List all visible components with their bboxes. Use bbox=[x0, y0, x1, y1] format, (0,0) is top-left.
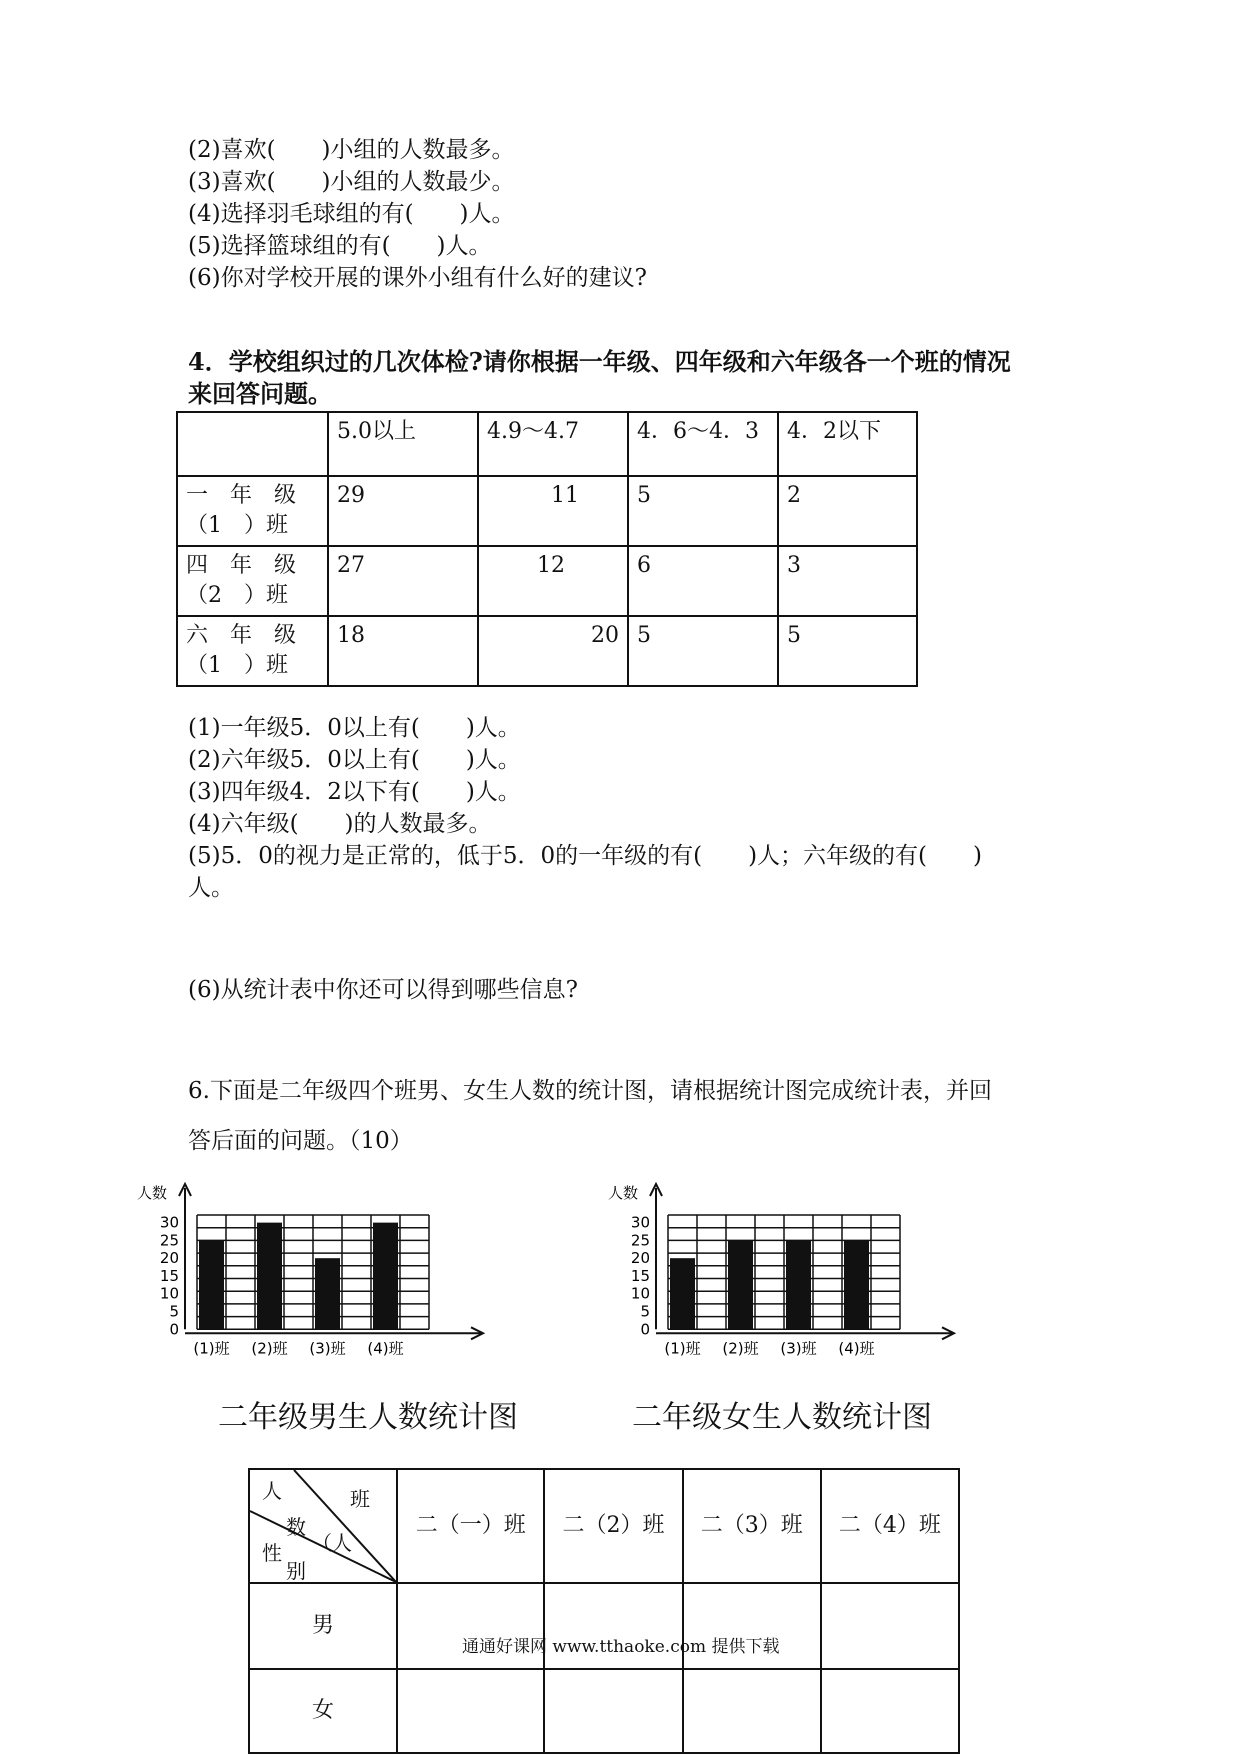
y-tick-label: 15 bbox=[630, 1266, 650, 1285]
corner-label-xing: 性 bbox=[262, 1541, 282, 1565]
stats-cell[interactable] bbox=[821, 1583, 959, 1669]
bar bbox=[315, 1258, 340, 1329]
vision-header-col4: 4．2以下 bbox=[778, 412, 917, 476]
q3-item-3: (3)喜欢( )小组的人数最少。 bbox=[188, 169, 515, 195]
stats-row-label-boys: 男 bbox=[249, 1583, 397, 1669]
vision-row-label bbox=[177, 476, 328, 546]
stats-cell[interactable] bbox=[397, 1669, 544, 1753]
x-tick-label: (2)班 bbox=[251, 1339, 288, 1358]
vision-row-label bbox=[177, 546, 328, 616]
bar bbox=[373, 1223, 398, 1330]
vision-row-label bbox=[177, 616, 328, 686]
vision-cell: 3 bbox=[778, 546, 917, 616]
stats-col-class2: 二（2）班 bbox=[544, 1469, 682, 1583]
bar bbox=[728, 1240, 753, 1329]
y-axis-label: 人数 bbox=[137, 1184, 168, 1202]
stats-row-label-girls: 女 bbox=[249, 1669, 397, 1753]
vision-cell: 12 bbox=[478, 546, 628, 616]
y-tick-label: 20 bbox=[159, 1249, 179, 1268]
row-label-line2: （1 ）班 bbox=[186, 513, 288, 538]
row-label-line1: 六 年 级 bbox=[186, 623, 297, 648]
stats-col-class4: 二（4）班 bbox=[821, 1469, 959, 1583]
vision-cell: 27 bbox=[328, 546, 478, 616]
y-tick-label: 25 bbox=[159, 1231, 179, 1250]
stats-table bbox=[248, 1468, 960, 1754]
vision-header-empty bbox=[177, 412, 328, 476]
q4-item-5: (5)5．0的视力是正常的，低于5．0的一年级的有( )人；六年级的有( ) bbox=[188, 843, 983, 869]
y-tick-label: 10 bbox=[630, 1284, 650, 1303]
vision-cell: 2 bbox=[778, 476, 917, 546]
stats-cell[interactable] bbox=[544, 1669, 682, 1753]
x-tick-label: (4)班 bbox=[838, 1339, 875, 1358]
q6-line2: 答后面的问题。（10） bbox=[188, 1128, 413, 1154]
q3-item-6: (6)你对学校开展的课外小组有什么好的建议? bbox=[188, 265, 647, 291]
row-label-line1: 四 年 级 bbox=[186, 553, 297, 578]
y-tick-label: 5 bbox=[640, 1302, 650, 1321]
q4-item-1: (1)一年级5．0以上有( )人。 bbox=[188, 715, 521, 741]
vision-table bbox=[176, 411, 918, 687]
x-tick-label: (3)班 bbox=[309, 1339, 346, 1358]
q4-heading-line1: 4．学校组织过的几次体检?请你根据一年级、四年级和六年级各一个班的情况 bbox=[188, 347, 1011, 376]
bar bbox=[257, 1223, 282, 1330]
x-tick-label: (2)班 bbox=[722, 1339, 759, 1358]
row-label-line2: （1 ）班 bbox=[186, 653, 288, 678]
corner-label-unit: （人 bbox=[312, 1531, 352, 1555]
y-tick-label: 5 bbox=[169, 1302, 179, 1321]
q4-item-5-cont: 人。 bbox=[188, 875, 234, 901]
vision-header-col3: 4．6～4．3 bbox=[628, 412, 778, 476]
y-axis-label: 人数 bbox=[608, 1184, 639, 1202]
bar bbox=[670, 1258, 695, 1329]
boys-chart-title: 二年级男生人数统计图 bbox=[218, 1400, 518, 1435]
vision-cell: 5 bbox=[778, 616, 917, 686]
stats-cell[interactable] bbox=[683, 1669, 821, 1753]
y-tick-label: 10 bbox=[159, 1284, 179, 1303]
watermark: 通通好课网 www.tthaoke.com 提供下载 bbox=[462, 1637, 780, 1657]
y-tick-label: 0 bbox=[640, 1320, 650, 1339]
vision-cell: 11 bbox=[478, 476, 628, 546]
stats-header-row bbox=[249, 1469, 959, 1583]
bar bbox=[199, 1240, 224, 1329]
y-tick-label: 30 bbox=[630, 1213, 650, 1232]
vision-cell: 6 bbox=[628, 546, 778, 616]
bar bbox=[844, 1240, 869, 1329]
vision-cell: 29 bbox=[328, 476, 478, 546]
y-tick-label: 30 bbox=[159, 1213, 179, 1232]
vision-cell: 5 bbox=[628, 476, 778, 546]
stats-corner-cell bbox=[249, 1469, 397, 1583]
row-label-line2: （2 ）班 bbox=[186, 583, 288, 608]
vision-cell: 20 bbox=[478, 616, 628, 686]
stats-row-girls bbox=[249, 1669, 959, 1753]
q4-item-2: (2)六年级5．0以上有( )人。 bbox=[188, 747, 521, 773]
vision-cell: 18 bbox=[328, 616, 478, 686]
row-label-line1: 一 年 级 bbox=[186, 483, 297, 508]
x-tick-label: (1)班 bbox=[193, 1339, 230, 1358]
y-tick-label: 20 bbox=[630, 1249, 650, 1268]
q4-item-3: (3)四年级4．2以下有( )人。 bbox=[188, 779, 521, 805]
x-tick-label: (1)班 bbox=[664, 1339, 701, 1358]
girls-bar-chart bbox=[601, 1180, 981, 1370]
vision-row-grade4 bbox=[177, 546, 917, 616]
x-tick-label: (3)班 bbox=[780, 1339, 817, 1358]
vision-cell: 5 bbox=[628, 616, 778, 686]
vision-header-col1: 5.0以上 bbox=[328, 412, 478, 476]
y-tick-label: 0 bbox=[169, 1320, 179, 1339]
q4-heading-line2: 来回答问题。 bbox=[188, 379, 332, 408]
boys-bar-chart bbox=[130, 1180, 510, 1370]
girls-chart-title: 二年级女生人数统计图 bbox=[632, 1400, 932, 1435]
stats-col-class1: 二（一）班 bbox=[397, 1469, 544, 1583]
stats-cell[interactable] bbox=[821, 1669, 959, 1753]
corner-label-ban: 班 bbox=[350, 1487, 370, 1511]
q4-item-4: (4)六年级( )的人数最多。 bbox=[188, 811, 492, 837]
y-tick-label: 15 bbox=[159, 1266, 179, 1285]
corner-label-ren: 人 bbox=[262, 1479, 282, 1503]
x-tick-label: (4)班 bbox=[367, 1339, 404, 1358]
q4-item-6: (6)从统计表中你还可以得到哪些信息? bbox=[188, 977, 578, 1003]
vision-table-header bbox=[177, 412, 917, 476]
q6-line1: 6.下面是二年级四个班男、女生人数的统计图，请根据统计图完成统计表，并回 bbox=[188, 1078, 992, 1104]
corner-label-shu: 数 bbox=[286, 1515, 306, 1539]
vision-header-col2: 4.9～4.7 bbox=[478, 412, 628, 476]
q3-item-5: (5)选择篮球组的有( )人。 bbox=[188, 233, 492, 259]
vision-row-grade6 bbox=[177, 616, 917, 686]
stats-col-class3: 二（3）班 bbox=[683, 1469, 821, 1583]
bar bbox=[786, 1240, 811, 1329]
q3-item-4: (4)选择羽毛球组的有( )人。 bbox=[188, 201, 515, 227]
corner-label-bie: 别 bbox=[286, 1559, 306, 1583]
y-tick-label: 25 bbox=[630, 1231, 650, 1250]
q3-item-2: (2)喜欢( )小组的人数最多。 bbox=[188, 137, 515, 163]
vision-row-grade1 bbox=[177, 476, 917, 546]
